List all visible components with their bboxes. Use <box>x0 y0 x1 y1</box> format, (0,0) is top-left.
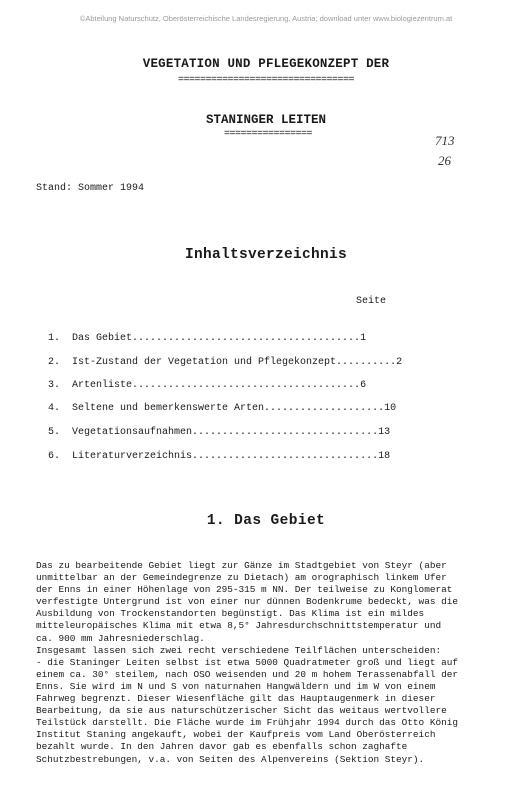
body-line: Fahrweg begrenzt. Dieser Wiesenfläche gilt das Hauptaugenmerk in dieser <box>36 693 436 705</box>
toc-page-header: Seite <box>356 296 387 307</box>
body-line: Insgesamt lassen sich zwei recht verschiedene Teilflächen unterscheiden: <box>36 644 442 656</box>
toc-entry-number: 5. <box>48 427 61 438</box>
handwritten-note-1: 713 <box>435 133 455 148</box>
toc-entry-text: Das Gebiet......................................1 <box>72 333 367 344</box>
toc-entry <box>36 392 396 414</box>
body-line: Teilstück darstellt. Die Fläche wurde im Frühjahr 1994 durch das Otto König <box>36 717 458 729</box>
toc-title: Inhaltsverzeichnis <box>184 247 348 263</box>
toc-entry <box>36 346 403 368</box>
body-line: Das zu bearbeitende Gebiet liegt zur Gänze im Stadtgebiet von Steyr (aber <box>36 560 447 571</box>
body-line: Enns. Sie wird im N und S von naturnahen Hangwäldern und im W von einem <box>36 680 436 692</box>
body-line: Schutzbestrebungen, v.a. von Seiten des Alpenvereins (Sektion Steyr). <box>36 753 425 765</box>
toc-entry-number: 2. <box>48 357 61 368</box>
section-body <box>36 560 506 766</box>
toc-entry <box>36 369 396 391</box>
toc-entry <box>36 440 396 462</box>
toc-entry-number: 1. <box>48 333 61 344</box>
body-line: verfestigte Untergrund ist von einer nur dünnen Bodenkrume bedeckt, was die <box>36 596 458 608</box>
body-line: mitteleuropäisches Klima mit etwa 8,5° Jahresdurchschnittstemperatur und <box>36 620 442 632</box>
document-subtitle: STANINGER LEITEN <box>205 113 327 127</box>
toc-entry <box>36 416 396 438</box>
body-line: einem ca. 30° steilem, nach OSO weisenden und 20 m hohem Terassenabfall der <box>36 668 458 680</box>
toc-entry-number: 4. <box>48 403 61 414</box>
toc-entry <box>36 322 396 344</box>
body-line: ca. 900 mm Jahresniederschlag. <box>36 632 205 644</box>
body-line: der Enns in einer Höhenlage von 295-315 m NN. Der teilweise zu Konglomerat <box>36 584 453 596</box>
copyright-watermark: ©Abteilung Naturschutz, Oberösterreichische Landesregierung, Austria; download unter www.biologiezentrum.at <box>79 14 453 23</box>
body-line: unmittelbar an der Gemeindegrenze zu Dietach) am orographisch linkem Ufer <box>36 572 447 584</box>
document-date: Stand: Sommer 1994 <box>36 183 145 194</box>
subtitle-underline: ================ <box>223 129 312 140</box>
toc-entry-text: Literaturverzeichnis...............................18 <box>72 451 391 462</box>
body-line: Institut Staning angekauft, wobei der Kaufpreis vom Land Oberösterreich <box>36 729 436 741</box>
body-line: bezahlt wurde. In den Jahren davor gab es ebenfalls schon zaghafte <box>36 741 408 753</box>
toc-entry-number: 3. <box>48 380 61 391</box>
toc-entry-text: Artenliste......................................6 <box>72 380 367 391</box>
body-line: - die Staninger Leiten selbst ist etwa 5000 Quadratmeter groß und liegt auf <box>36 656 458 668</box>
title-underline: ================================ <box>177 75 355 86</box>
document-title: VEGETATION UND PFLEGEKONZEPT DER <box>142 57 390 71</box>
toc-entry-text: Seltene und bemerkenswerte Arten....................10 <box>72 403 397 414</box>
body-line: Ausbildung von Trockenstandorten begünstigt. Das Klima ist ein mildes <box>36 608 425 620</box>
body-line: Bearbeitung, da sie aus naturschützerischer Sicht das weitaus wertvollere <box>36 705 447 717</box>
toc-entry-text: Ist-Zustand der Vegetation und Pflegekonzept..........2 <box>72 357 403 368</box>
section-heading: 1. Das Gebiet <box>206 513 326 529</box>
handwritten-note-2: 26 <box>438 153 451 168</box>
toc-entry-text: Vegetationsaufnahmen...............................13 <box>72 427 391 438</box>
toc-entry-number: 6. <box>48 451 61 462</box>
